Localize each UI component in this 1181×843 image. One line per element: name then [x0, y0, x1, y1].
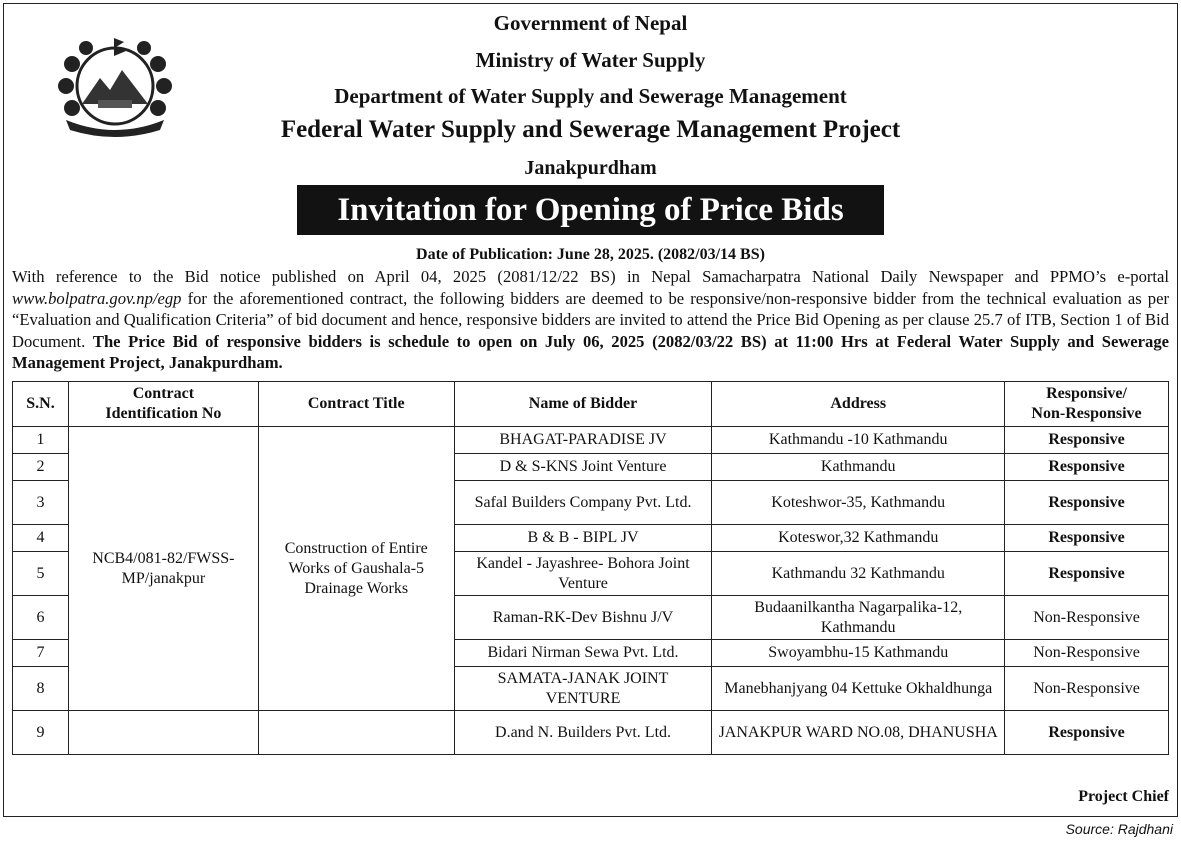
- table-header-row: [13, 382, 1169, 427]
- row-bidder: BHAGAT-PARADISE JV: [454, 427, 712, 454]
- header-department: Department of Water Supply and Sewerage Management: [334, 84, 847, 108]
- empty-contract-title-cell: [258, 711, 454, 755]
- row-status: Responsive: [1005, 552, 1169, 596]
- row-status: Responsive: [1005, 711, 1169, 755]
- notice-body: [12, 266, 1169, 374]
- row-address: Swoyambhu-15 Kathmandu: [712, 640, 1005, 667]
- row-sn: 3: [13, 481, 69, 525]
- row-bidder: Bidari Nirman Sewa Pvt. Ltd.: [454, 640, 712, 667]
- row-sn: 8: [13, 667, 69, 711]
- col-status: [1005, 382, 1169, 427]
- empty-contract-id-cell: [68, 711, 258, 755]
- header-location: Janakpurdham: [524, 157, 657, 179]
- header-project: Federal Water Supply and Sewerage Management Project: [280, 116, 901, 143]
- row-status: Non-Responsive: [1005, 640, 1169, 667]
- row-sn: 7: [13, 640, 69, 667]
- row-status: Non-Responsive: [1005, 596, 1169, 640]
- signatory: Project Chief: [1078, 788, 1169, 805]
- row-bidder: D.and N. Builders Pvt. Ltd.: [454, 711, 712, 755]
- eportal-link[interactable]: www.bolpatra.gov.np/egp: [12, 288, 182, 308]
- contract-title-cell: Construction of Entire Works of Gaushala-5 Drainage Works: [258, 427, 454, 711]
- col-bidder: Name of Bidder: [454, 382, 712, 427]
- row-status: Responsive: [1005, 427, 1169, 454]
- row-status: Responsive: [1005, 525, 1169, 552]
- contract-id-cell: NCB4/081-82/FWSS-MP/janakpur: [68, 427, 258, 711]
- row-bidder: Raman-RK-Dev Bishnu J/V: [454, 596, 712, 640]
- row-sn: 1: [13, 427, 69, 454]
- row-sn: 2: [13, 454, 69, 481]
- row-sn: 9: [13, 711, 69, 755]
- body-text-mid: for the aforementioned contract, the following bidders are deemed to be responsive/non-responsive bidder from the technical evaluation as per “Evaluation and Qualification Criteria” of bid document and hence, responsive bidders are invited to attend the Price Bid Opening as per clause 25.7 of ITB, Section 1 of Bid Document.: [12, 288, 1169, 351]
- col-address: Address: [712, 382, 1005, 427]
- row-status: Responsive: [1005, 481, 1169, 525]
- row-sn: 4: [13, 525, 69, 552]
- col-contract-id-line2: Identification No: [105, 405, 222, 422]
- row-bidder: Kandel - Jayashree- Bohora Joint Venture: [454, 552, 712, 596]
- bidders-table: [12, 381, 1169, 755]
- notice-title: Invitation for Opening of Price Bids: [297, 185, 884, 235]
- table-row: [13, 427, 1169, 454]
- col-contract-title: Contract Title: [258, 382, 454, 427]
- col-sn: S.N.: [13, 382, 69, 427]
- row-address: Kathmandu 32 Kathmandu: [712, 552, 1005, 596]
- row-address: JANAKPUR WARD NO.08, DHANUSHA: [712, 711, 1005, 755]
- body-text-bold: The Price Bid of responsive bidders is schedule to open on July 06, 2025 (2082/03/22 BS) at 11:00 Hrs at Federal Water Supply and Sewerage Management Project, Janakpurdham.: [12, 331, 1170, 372]
- row-address: Kathmandu: [712, 454, 1005, 481]
- col-contract-id: [68, 382, 258, 427]
- row-bidder: SAMATA-JANAK JOINT VENTURE: [454, 667, 712, 711]
- publication-date: Date of Publication: June 28, 2025. (2082/03/14 BS): [416, 246, 765, 263]
- row-sn: 5: [13, 552, 69, 596]
- table-row: [13, 711, 1169, 755]
- col-contract-id-line1: Contract: [132, 385, 195, 402]
- header-ministry: Ministry of Water Supply: [475, 48, 706, 72]
- row-bidder: Safal Builders Company Pvt. Ltd.: [454, 481, 712, 525]
- row-bidder: D & S-KNS Joint Venture: [454, 454, 712, 481]
- row-address: Koteswor,32 Kathmandu: [712, 525, 1005, 552]
- source-credit: Source: Rajdhani: [1065, 821, 1173, 837]
- row-status: Responsive: [1005, 454, 1169, 481]
- row-sn: 6: [13, 596, 69, 640]
- body-text-start: With reference to the Bid notice published on April 04, 2025 (2081/12/22 BS) in Nepal Samacharpatra National Daily Newspaper and PPMO’s e-portal: [12, 267, 1169, 286]
- row-status: Non-Responsive: [1005, 667, 1169, 711]
- row-bidder: B & B - BIPL JV: [454, 525, 712, 552]
- row-address: Koteshwor-35, Kathmandu: [712, 481, 1005, 525]
- col-status-line1: Responsive/: [1046, 385, 1127, 402]
- row-address: Kathmandu -10 Kathmandu: [712, 427, 1005, 454]
- header-government: Government of Nepal: [493, 11, 688, 35]
- row-address: Budaanilkantha Nagarpalika-12, Kathmandu: [712, 596, 1005, 640]
- row-address: Manebhanjyang 04 Kettuke Okhaldhunga: [712, 667, 1005, 711]
- col-status-line2: Non-Responsive: [1031, 405, 1142, 422]
